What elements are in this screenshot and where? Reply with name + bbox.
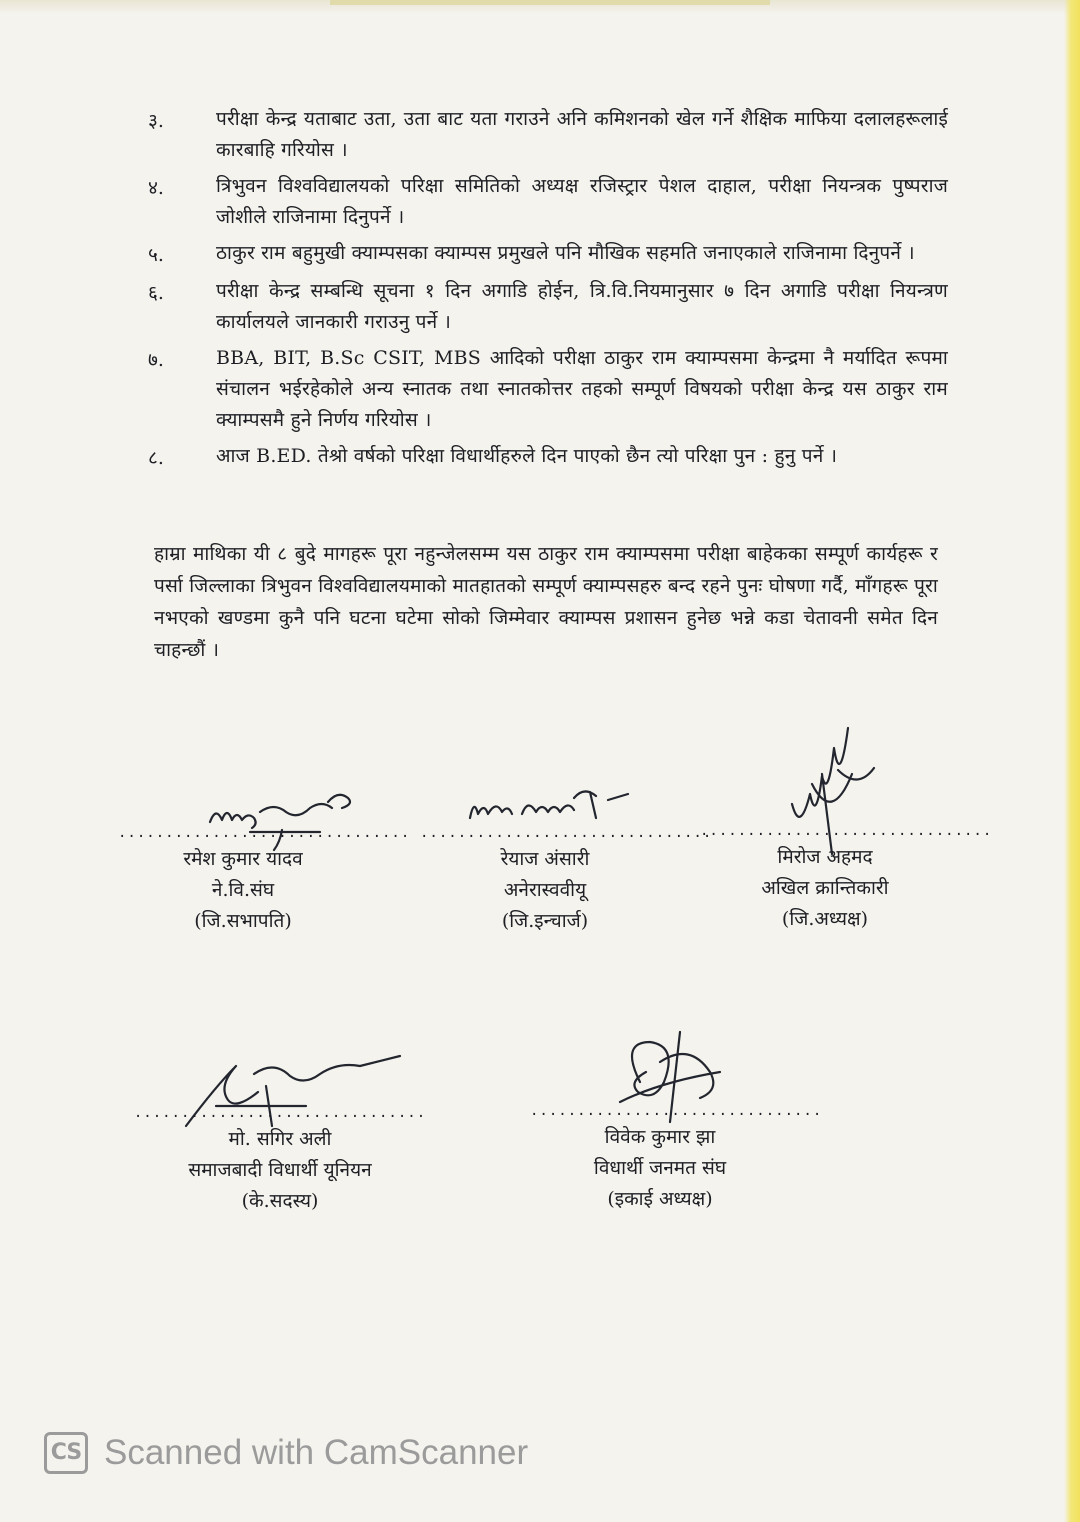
paper-top-strip bbox=[330, 0, 770, 5]
signatory-role: (जि.अध्यक्ष) bbox=[781, 908, 869, 930]
signatory-role: (इकाई अध्यक्ष) bbox=[607, 1188, 713, 1210]
signatory-name: विवेक कुमार झा bbox=[604, 1126, 716, 1148]
demand-text: त्रिभुवन विश्वविद्यालयको परिक्षा समितिको अध्यक्ष रजिस्ट्रार पेशल दाहाल, परीक्षा नियन्त्रक पुष्पराज जोशीले राजिनामा दिनुपर्ने । bbox=[216, 175, 948, 228]
signatory-role: (जि.सभापति) bbox=[194, 910, 292, 932]
demand-text: आज B.ED. तेश्रो वर्षको परिक्षा विधार्थीहरुले दिन पाएको छैन त्यो परिक्षा पुन : हुनु पर्ने । bbox=[216, 445, 838, 467]
signatory-block bbox=[700, 823, 993, 935]
signatory-organization: अनेरास्ववीयू bbox=[503, 879, 587, 901]
signatory-organization: विधार्थी जनमत संघ bbox=[593, 1157, 727, 1179]
demand-item bbox=[148, 104, 948, 166]
signatory-name: रेयाज अंसारी bbox=[500, 848, 590, 870]
signatory-name: मो. सगिर अली bbox=[228, 1128, 332, 1150]
signatory-block bbox=[530, 1103, 823, 1215]
signatory-block bbox=[420, 825, 713, 937]
signatory-organization: ने.वि.संघ bbox=[211, 879, 275, 901]
demand-list bbox=[148, 104, 948, 479]
demand-item bbox=[148, 441, 948, 474]
signature-line: ............................... bbox=[420, 825, 713, 841]
signature-line: ............................... bbox=[118, 825, 411, 841]
demand-item bbox=[148, 238, 948, 271]
demand-number: ४. bbox=[148, 177, 164, 199]
signatory-role: (जि.इन्चार्ज) bbox=[501, 910, 589, 932]
signatory-block bbox=[130, 1106, 430, 1217]
demand-item bbox=[148, 343, 948, 436]
signatory-organization: समाजबादी विधार्थी यूनियन bbox=[188, 1159, 372, 1181]
camscanner-watermark bbox=[44, 1432, 528, 1474]
signature-line: ............................... bbox=[133, 1105, 427, 1121]
signatory-name: मिरोज अहमद bbox=[777, 846, 873, 868]
signature-line: ............................... bbox=[530, 1103, 823, 1119]
demand-item bbox=[148, 276, 948, 338]
signature-line: ............................... bbox=[700, 823, 993, 839]
demand-item bbox=[148, 171, 948, 233]
demand-number: ३. bbox=[148, 110, 164, 132]
signatory-role: (के.सदस्य) bbox=[241, 1190, 319, 1212]
signatory-name: रमेश कुमार यादव bbox=[183, 848, 303, 870]
demand-number: ६. bbox=[148, 282, 164, 304]
demand-text: परीक्षा केन्द्र सम्बन्धि सूचना १ दिन अगाडि होईन, त्रि.वि.नियमानुसार ७ दिन अगाडि परीक्षा नियन्त्रण कार्यालयले जानकारी गराउनु पर्ने । bbox=[216, 280, 948, 333]
demand-number: ७. bbox=[148, 349, 164, 371]
yellow-paper-edge bbox=[1064, 0, 1080, 1522]
demand-number: ८. bbox=[148, 447, 164, 469]
demand-number: ५. bbox=[148, 244, 164, 266]
demand-text: ठाकुर राम बहुमुखी क्याम्पसका क्याम्पस प्रमुखले पनि मौखिक सहमति जनाएकाले राजिनामा दिनुपर्ने । bbox=[216, 242, 915, 264]
closing-paragraph: हाम्रा माथिका यी ८ बुदे मागहरू पूरा नहुन्जेलसम्म यस ठाकुर राम क्याम्पसमा परीक्षा बाहेकका सम्पूर्ण कार्यहरू र पर्सा जिल्लाका त्रिभुवन विश्वविद्यालयमाको मातहातको सम्पूर्ण क्याम्पसहरु बन्द रहने पुनः घोषणा गर्दै, माँगहरू पूरा नभएको खण्डमा कुनै पनि घटना घटेमा सोको जिम्मेवार क्याम्पस प्रशासन हुनेछ भन्ने कडा चेतावनी समेत दिन चाहन्छौं । bbox=[154, 543, 938, 661]
demand-text: BBA, BIT, B.Sc CSIT, MBS आदिको परीक्षा ठाकुर राम क्याम्पसमा केन्द्रमा नै मर्यादित रूपमा संचालन भईरहेकोले अन्य स्नातक तथा स्नातकोत्तर तहको सम्पूर्ण विषयको परीक्षा केन्द्र यस ठाकुर राम क्याम्पसमै हुने निर्णय गरियोस । bbox=[216, 347, 948, 431]
camscanner-text: Scanned with CamScanner bbox=[104, 1433, 529, 1472]
camscanner-logo-icon: CS bbox=[44, 1432, 88, 1474]
signatory-organization: अखिल क्रान्तिकारी bbox=[761, 877, 889, 899]
demand-text: परीक्षा केन्द्र यताबाट उता, उता बाट यता गराउने अनि कमिशनको खेल गर्ने शैक्षिक माफिया दलालहरूलाई कारबाहि गरियोस । bbox=[216, 108, 948, 161]
signatory-block bbox=[118, 825, 411, 937]
